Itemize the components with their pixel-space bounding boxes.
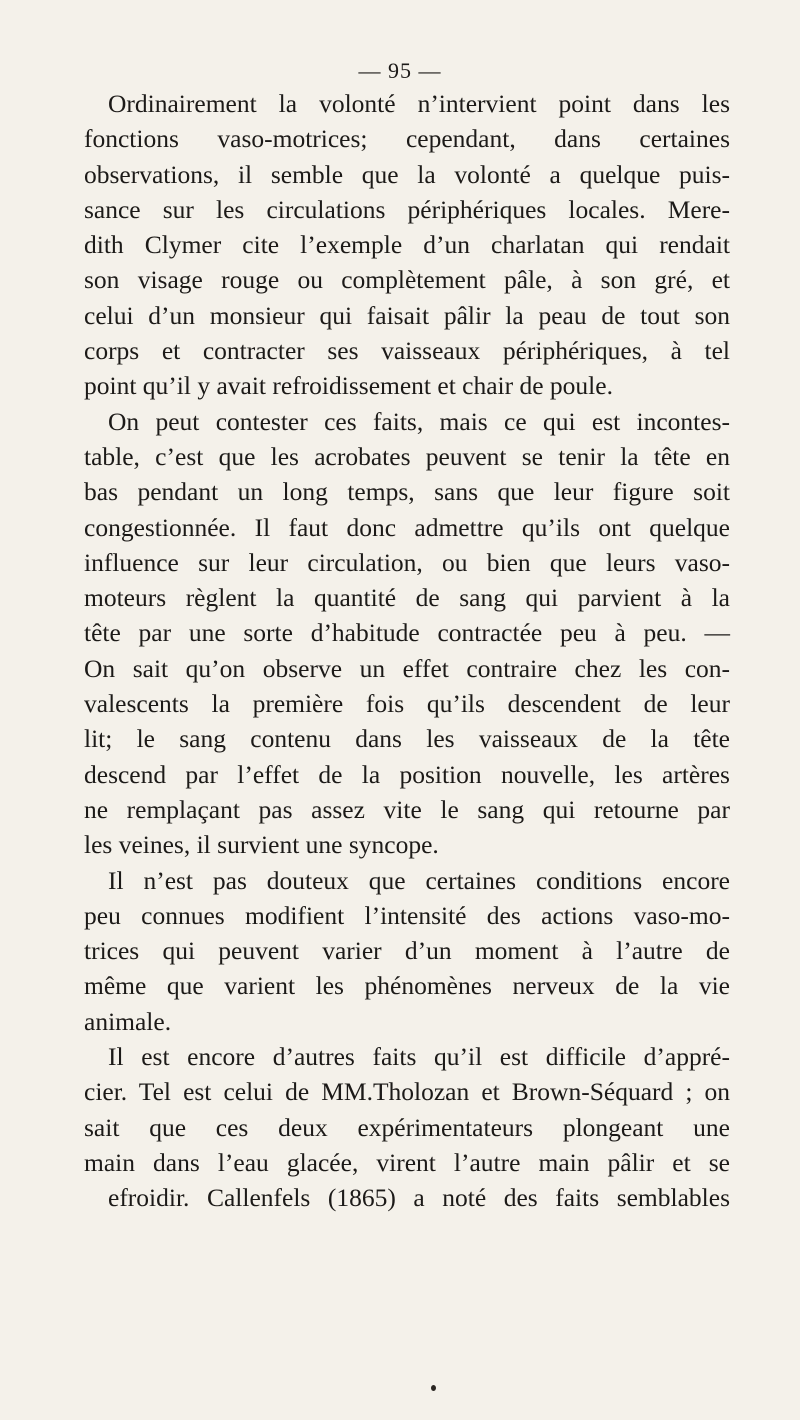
text-line: main dans l’eau glacée, virent l’autre main pâlir et se [84,1147,730,1177]
text-line: descend par l’effet de la position nouvelle, les artères [84,759,730,789]
text-line: congestionnée. Il faut donc admettre qu’ils ont quelque [84,512,730,542]
text-line: sance sur les circulations périphériques locales. Mere- [84,194,730,224]
text-line: On peut contester ces faits, mais ce qui est incontes- [108,406,730,436]
text-line: table, c’est que les acrobates peuvent se tenir la tête en [84,441,730,471]
text-line: peu connues modifient l’intensité des actions vaso-mo- [84,900,730,930]
ink-speck [431,1385,436,1391]
text-line: celui d’un monsieur qui faisait pâlir la peau de tout son [84,300,730,330]
text-line: bas pendant un long temps, sans que leur figure soit [84,477,730,507]
text-line: tête par une sorte d’habitude contractée peu à peu. — [84,618,730,648]
text-line: Ordinairement la volonté n’intervient point dans les [108,89,730,118]
text-line: dith Clymer cite l’exemple d’un charlatan qui rendait [84,230,730,260]
text-line: moteurs règlent la quantité de sang qui parvient à la [84,583,730,613]
text-line: ne remplaçant pas assez vite le sang qui retourne par [84,794,730,824]
text-line: cier. Tel est celui de MM.Tholozan et Brown-Séquard ; on [84,1077,730,1107]
text-line: observations, il semble que la volonté a quelque puis- [84,159,730,189]
text-line: animale. [84,1006,172,1036]
text-line: les veines, il survient une syncope. [84,830,439,860]
text-line: efroidir. Callenfels (1865) a noté des faits semblables [108,1183,730,1213]
text-line: son visage rouge ou complètement pâle, à son gré, et [84,265,730,295]
text-line: influence sur leur circulation, ou bien que leurs vaso- [84,547,730,577]
text-line: Il n’est pas douteux que certaines conditions encore [108,865,730,895]
page-number: — 95 — [358,58,442,83]
text-line: fonctions vaso-motrices; cependant, dans certaines [84,124,730,154]
text-line: point qu’il y avait refroidissement et chair de poule. [84,371,613,401]
body-text [84,86,730,1216]
text-line: même que varient les phénomènes nerveux de la vie [84,971,730,1001]
text-line: lit; le sang contenu dans les vaisseaux de la tête [84,724,730,754]
text-line: trices qui peuvent varier d’un moment à l’autre de [84,936,730,966]
text-line: On sait qu’on observe un effet contraire chez les con- [84,653,730,683]
text-line: sait que ces deux expérimentateurs plongeant une [84,1112,730,1142]
text-line: Il est encore d’autres faits qu’il est difficile d’appré- [108,1042,730,1072]
text-line: valescents la première fois qu’ils descendent de leur [84,689,730,719]
text-line: corps et contracter ses vaisseaux périphériques, à tel [84,336,730,366]
